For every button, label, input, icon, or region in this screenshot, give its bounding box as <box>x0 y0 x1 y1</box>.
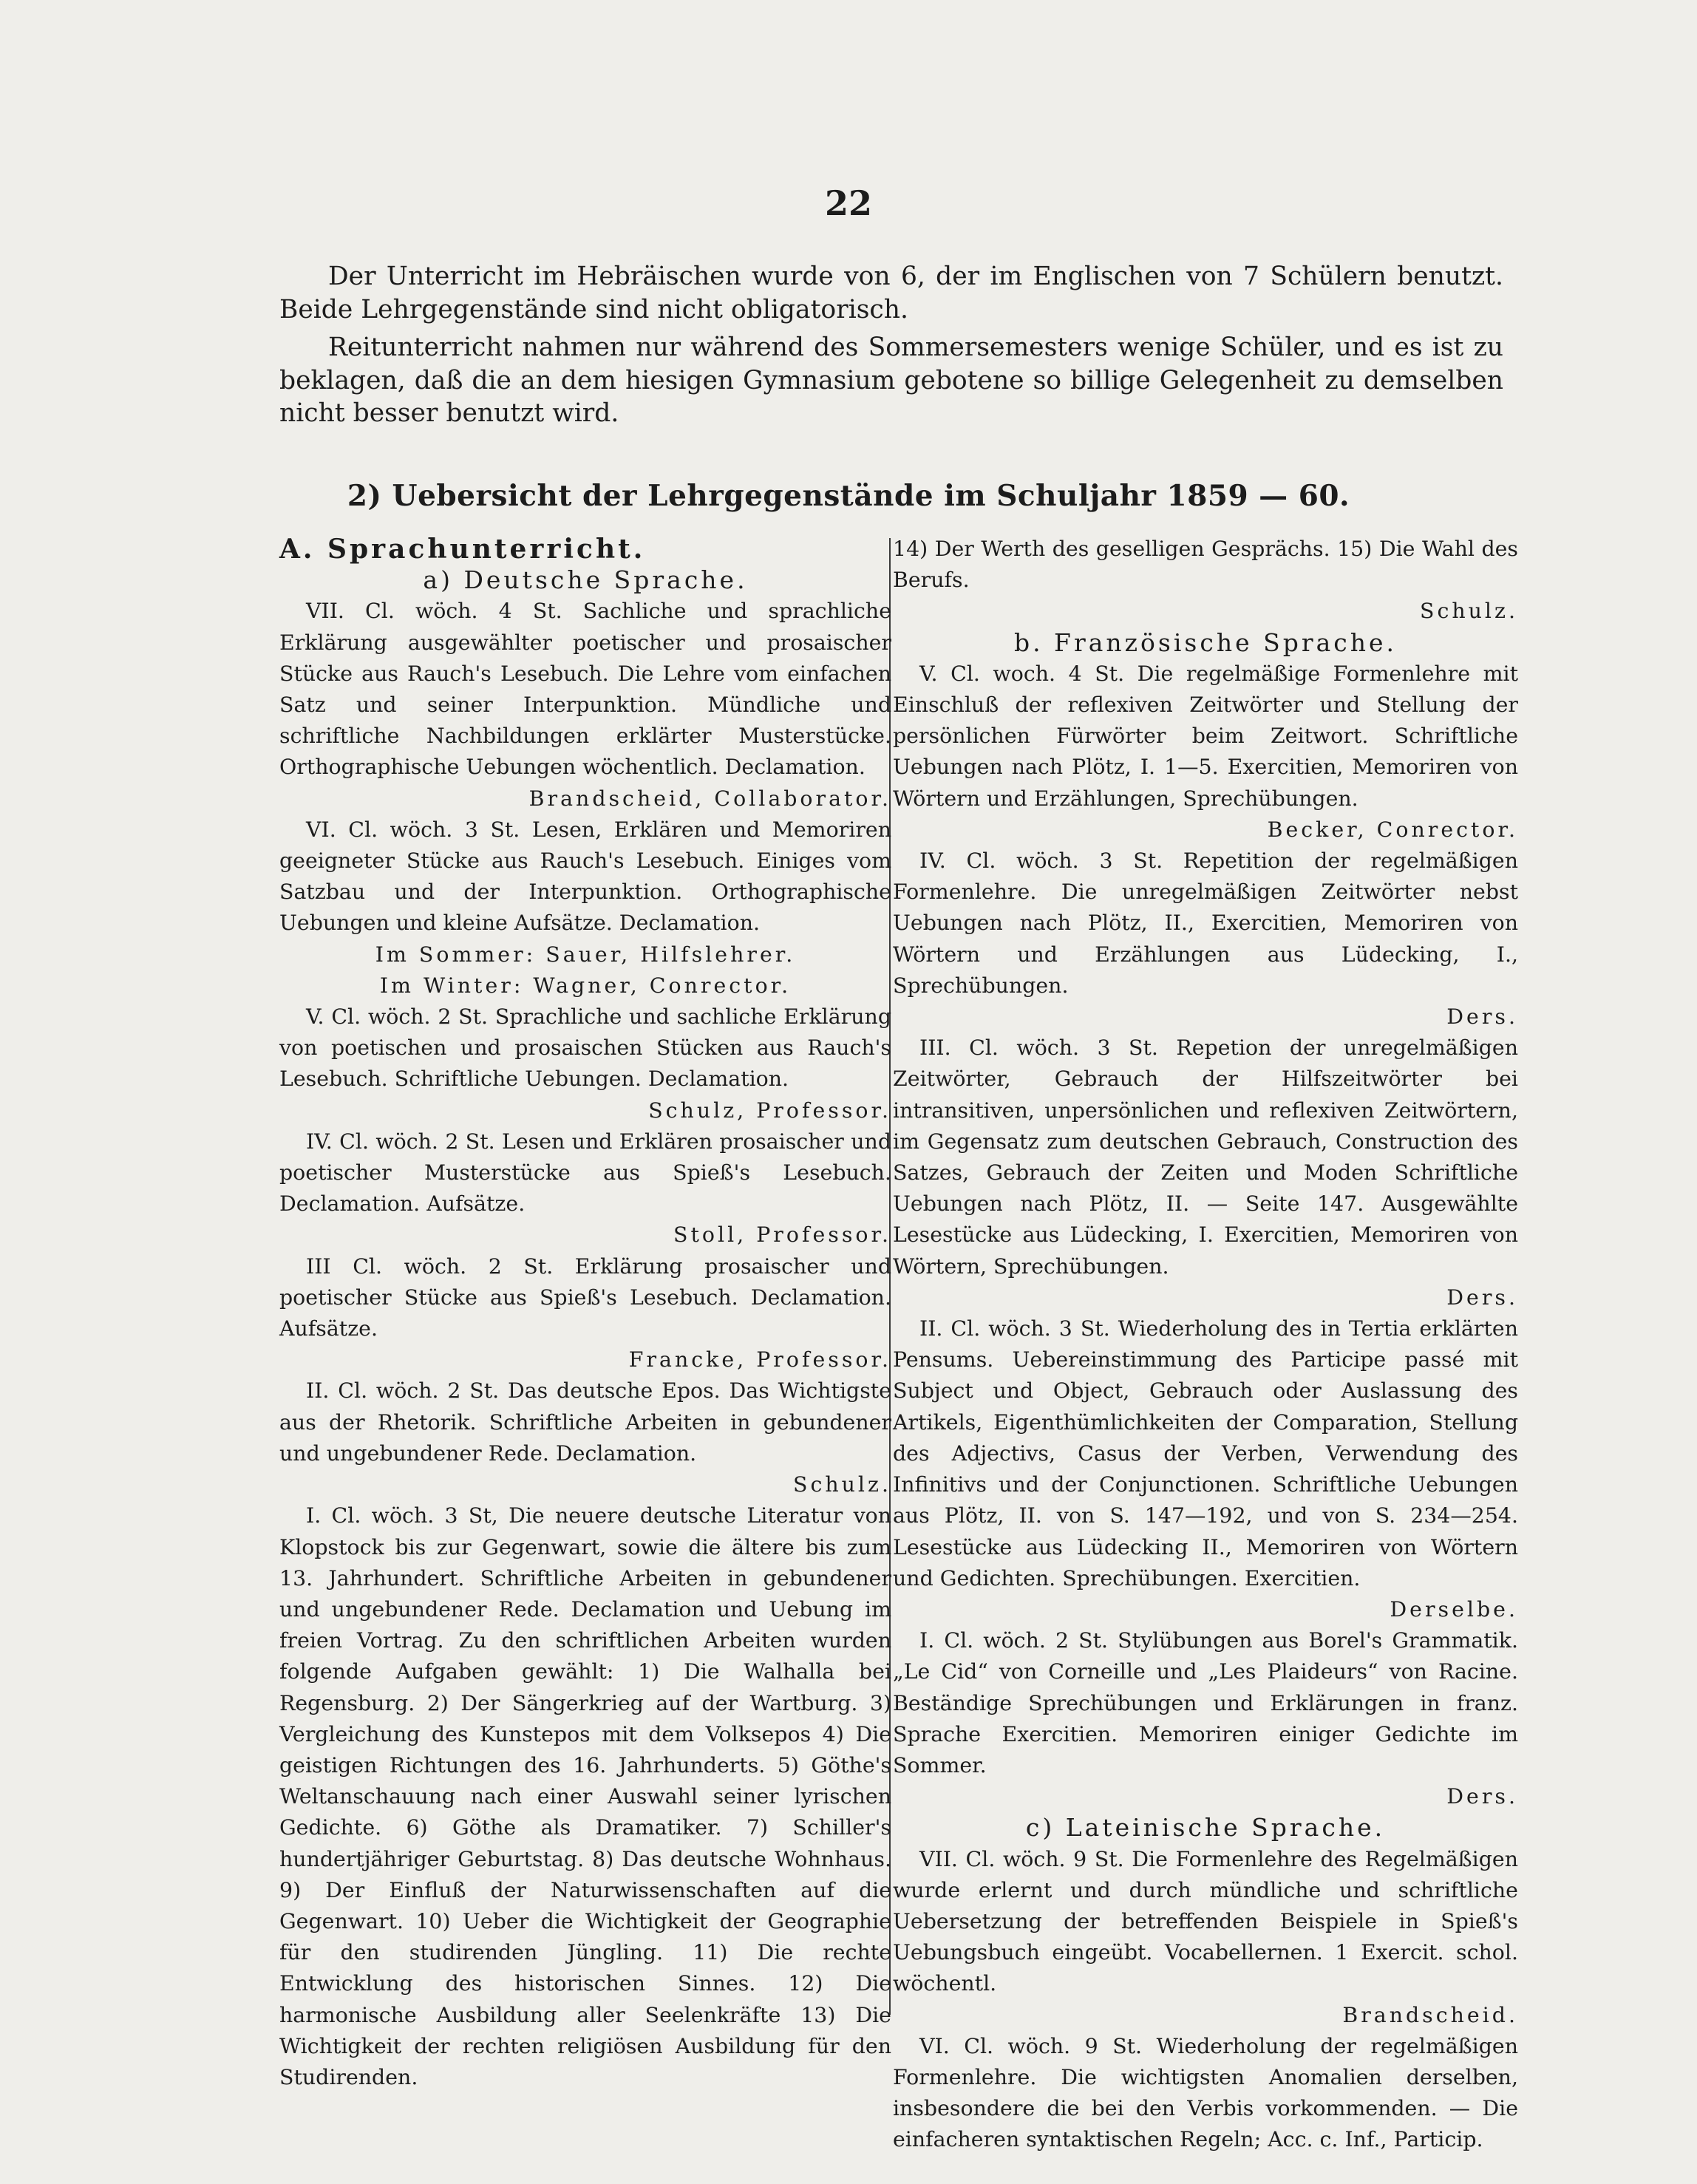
teacher-signature: Schulz. <box>793 1472 891 1497</box>
teacher-signature: Brandscheid. <box>1342 2002 1518 2027</box>
class-entry: II. Cl. wöch. 2 St. Das deutsche Epos. Das Wichtigste aus der Rhetorik. Schriftliche Arbeiten in gebundener und ungebundener Rede. Declamation. <box>279 1378 891 1466</box>
intro-paragraph: Der Unterricht im Hebräischen wurde von 6, der im Englischen von 7 Schülern benutzt. Beide Lehrgegenstände sind nicht obligatorisch. <box>279 262 1503 324</box>
left-column <box>279 534 891 2093</box>
teacher-signature: Im Winter: Wagner, Conrector. <box>379 973 792 998</box>
teacher-signature: Schulz. <box>1420 599 1518 624</box>
class-entry: V. Cl. woch. 4 St. Die regelmäßige Formenlehre mit Einschluß der reflexiven Zeitwörter und Stellung der persönlichen Fürwörter beim Zeitwort. Schriftliche Uebungen nach Plötz, I. 1—5. Exercitien, Memoriren von Wörtern und Erzählungen, Sprechübungen. <box>893 661 1518 811</box>
class-entry: V. Cl. wöch. 2 St. Sprachliche und sachliche Erklärung von poetischen und prosaischen Stücken aus Rauch's Lesebuch. Schriftliche Uebungen. Declamation. <box>279 1004 891 1092</box>
class-entry: I. Cl. wöch. 3 St, Die neuere deutsche Literatur von Klopstock bis zur Gegenwart, sowie die ältere bis zum 13. Jahrhundert. Schriftliche Arbeiten in gebundener und ungebundener Rede. Declamation und Uebung im freien Vortrag. Zu den schriftlichen Arbeiten wurden folgende Aufgaben gewählt: 1) Die Walhalla bei Regensburg. 2) Der Sängerkrieg auf der Wartburg. 3) Vergleichung des Kunstepos mit dem Volksepos 4) Die geistigen Richtungen des 16. Jahrhunderts. 5) Göthe's Weltanschauung nach einer Auswahl seiner lyrischen Gedichte. 6) Göthe als Dramatiker. 7) Schiller's hundertjähriger Geburtstag. 8) Das deutsche Wohnhaus. 9) Der Einfluß der Naturwissenschaften auf die Gegenwart. 10) Ueber die Wichtigkeit der Geographie für den studirenden Jüngling. 11) Die rechte Entwicklung des historischen Sinnes. 12) Die harmonische Ausbildung aller Seelenkräfte 13) Die Wichtigkeit der rechten religiösen Ausbildung für den Studirenden. <box>279 1503 891 2089</box>
page-number: 22 <box>824 183 872 223</box>
right-column <box>893 534 1518 2156</box>
class-entry: VII. Cl. wöch. 9 St. Die Formenlehre des Regelmäßigen wurde erlernt und durch mündliche und schriftliche Uebersetzung der betreffenden Beispiele in Spieß's Uebungsbuch eingeübt. Vocabellernen. 1 Exercit. schol. wöchentl. <box>893 1846 1518 1996</box>
teacher-signature: Schulz, Professor. <box>648 1098 891 1123</box>
class-entry: III. Cl. wöch. 3 St. Repetion der unregelmäßigen Zeitwörter, Gebrauch der Hilfszeitwörter bei intransitiven, unpersönlichen und reflexiven Zeitwörtern, im Gegensatz zum deutschen Gebrauch, Construction des Satzes, Gebrauch der Zeiten und Moden Schriftliche Uebungen nach Plötz, II. — Seite 147. Ausgewählte Lesestücke aus Lüdecking, I. Exercitien, Memoriren von Wörtern, Sprechübungen. <box>893 1035 1518 1279</box>
teacher-signature: Derselbe. <box>1390 1596 1518 1622</box>
class-entry: VII. Cl. wöch. 4 St. Sachliche und sprachliche Erklärung ausgewählter poetischer und prosaischer Stücke aus Rauch's Lesebuch. Die Lehre vom einfachen Satz und seiner Interpunktion. Mündliche und schriftliche Nachbildungen erklärter Musterstücke. Orthographische Uebungen wöchentlich. Declamation. <box>279 599 891 780</box>
class-entry: IV. Cl. wöch. 3 St. Repetition der regelmäßigen Formenlehre. Die unregelmäßigen Zeitwörter nebst Uebungen nach Plötz, II., Exercitien, Memoriren von Wörtern und Erzählungen aus Lüdecking, I., Sprechübungen. <box>893 848 1518 998</box>
class-entry: VI. Cl. wöch. 9 St. Wiederholung der regelmäßigen Formenlehre. Die wichtigsten Anomalien derselben, insbesondere die bei den Verbis vorkommenden. — Die einfacheren syntaktischen Regeln; Acc. c. Inf., Particip. <box>893 2033 1518 2152</box>
continued-text: 14) Der Werth des geselligen Gesprächs. 15) Die Wahl des Berufs. <box>893 537 1518 593</box>
class-entry: VI. Cl. wöch. 3 St. Lesen, Erklären und Memoriren geeigneter Stücke aus Rauch's Lesebuch. Einiges vom Satzbau und der Interpunktion. Orthographische Uebungen und kleine Aufsätze. Declamation. <box>279 817 891 936</box>
subsection-heading-french: b. Französische Sprache. <box>1013 627 1398 657</box>
class-entry: II. Cl. wöch. 3 St. Wiederholung des in Tertia erklärten Pensums. Uebereinstimmung des Participe passé mit Subject und Object, Gebrauch oder Auslassung des Artikels, Eigenthümlichkeiten der Comparation, Stellung des Adjectivs, Casus der Verben, Verwendung des Infinitivs und der Conjunctionen. Schriftliche Uebungen aus Plötz, II. von S. 147—192, und von S. 234—254. Lesestücke aus Lüdecking II., Memoriren von Wörtern und Gedichten. Sprechübungen. Exercitien. <box>893 1316 1518 1591</box>
teacher-signature: Ders. <box>1446 1285 1518 1310</box>
teacher-signature: Stoll, Professor. <box>673 1222 891 1248</box>
teacher-signature: Im Sommer: Sauer, Hilfslehrer. <box>375 942 796 967</box>
class-entry: I. Cl. wöch. 2 St. Stylübungen aus Borel's Grammatik. „Le Cid“ von Corneille und „Les Plaideurs“ von Racine. Beständige Sprechübungen und Erklärungen in franz. Sprache Exercitien. Memoriren einiger Gedichte im Sommer. <box>893 1628 1518 1778</box>
teacher-signature: Brandscheid, Collaborator. <box>528 786 891 811</box>
subsection-heading-german: a) Deutsche Sprache. <box>423 565 748 595</box>
teacher-signature: Ders. <box>1446 1784 1518 1809</box>
section-heading: 2) Uebersicht der Lehrgegenstände im Schuljahr 1859 — 60. <box>347 479 1350 513</box>
class-entry: IV. Cl. wöch. 2 St. Lesen und Erklären prosaischer und poetischer Musterstücke aus Spieß's Lesebuch. Declamation. Aufsätze. <box>279 1129 891 1217</box>
class-entry: III Cl. wöch. 2 St. Erklärung prosaischer und poetischer Stücke aus Spieß's Lesebuch. Declamation. Aufsätze. <box>279 1253 891 1341</box>
part-heading: A. Sprachunterricht. <box>279 534 646 565</box>
teacher-signature: Ders. <box>1446 1004 1518 1030</box>
subsection-heading-latin: c) Lateinische Sprache. <box>1025 1813 1386 1843</box>
intro-paragraph: Reitunterricht nahmen nur während des Sommersemesters wenige Schüler, und es ist zu beklagen, daß die an dem hiesigen Gymnasium gebotene so billige Gelegenheit zu demselben nicht besser benutzt wird. <box>279 333 1503 428</box>
intro-text <box>279 260 1503 435</box>
teacher-signature: Francke, Professor. <box>628 1347 891 1372</box>
teacher-signature: Becker, Conrector. <box>1267 817 1518 842</box>
